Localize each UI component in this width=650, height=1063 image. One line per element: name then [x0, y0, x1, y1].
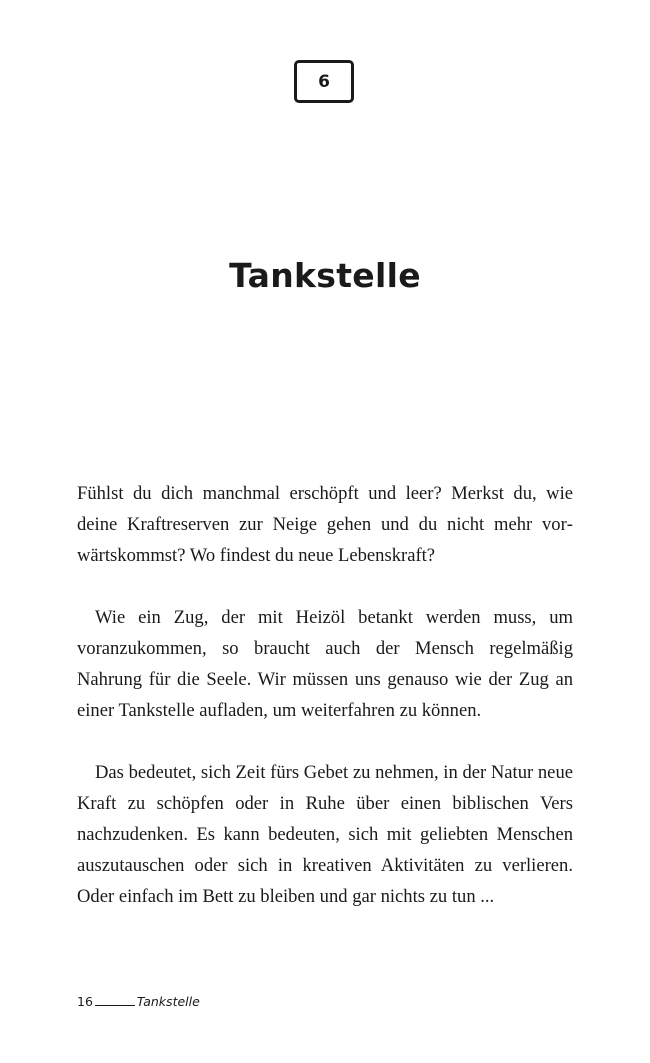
chapter-number-box: [294, 60, 354, 103]
chapter-title: Tankstelle: [229, 256, 421, 295]
chapter-number: 6: [318, 71, 330, 92]
paragraph-1: Fühlst du dich manchmal erschöpft und leer? Merkst du, wie deine Kraftreserven zur Neige gehen und du nicht mehr vorwärtskommst? Wo findest du neue Lebenskraft?: [77, 483, 573, 566]
paragraph-2: Wie ein Zug, der mit Heizöl betankt werden muss, um voranzukommen, so braucht auch der Mensch regelmäßig Nahrung für die Seele. Wir müssen uns genauso wie der Zug an einer Tankstelle aufladen, um weiterfahren zu können.: [77, 607, 573, 721]
body-text: [77, 478, 573, 912]
page-number: 16: [77, 994, 93, 1009]
footer-divider-line: [95, 1005, 135, 1006]
running-title: Tankstelle: [136, 994, 200, 1009]
paragraph-3: Das bedeutet, sich Zeit fürs Gebet zu nehmen, in der Natur neue Kraft zu schöpfen oder in Ruhe über einen biblischen Vers nachzudenken. Es kann bedeuten, sich mit geliebten Menschen auszutauschen oder sich in kreativen Aktivitäten zu verlieren. Oder einfach im Bett zu bleiben und gar nichts zu tun ...: [77, 762, 573, 907]
page-footer: [77, 994, 200, 1009]
